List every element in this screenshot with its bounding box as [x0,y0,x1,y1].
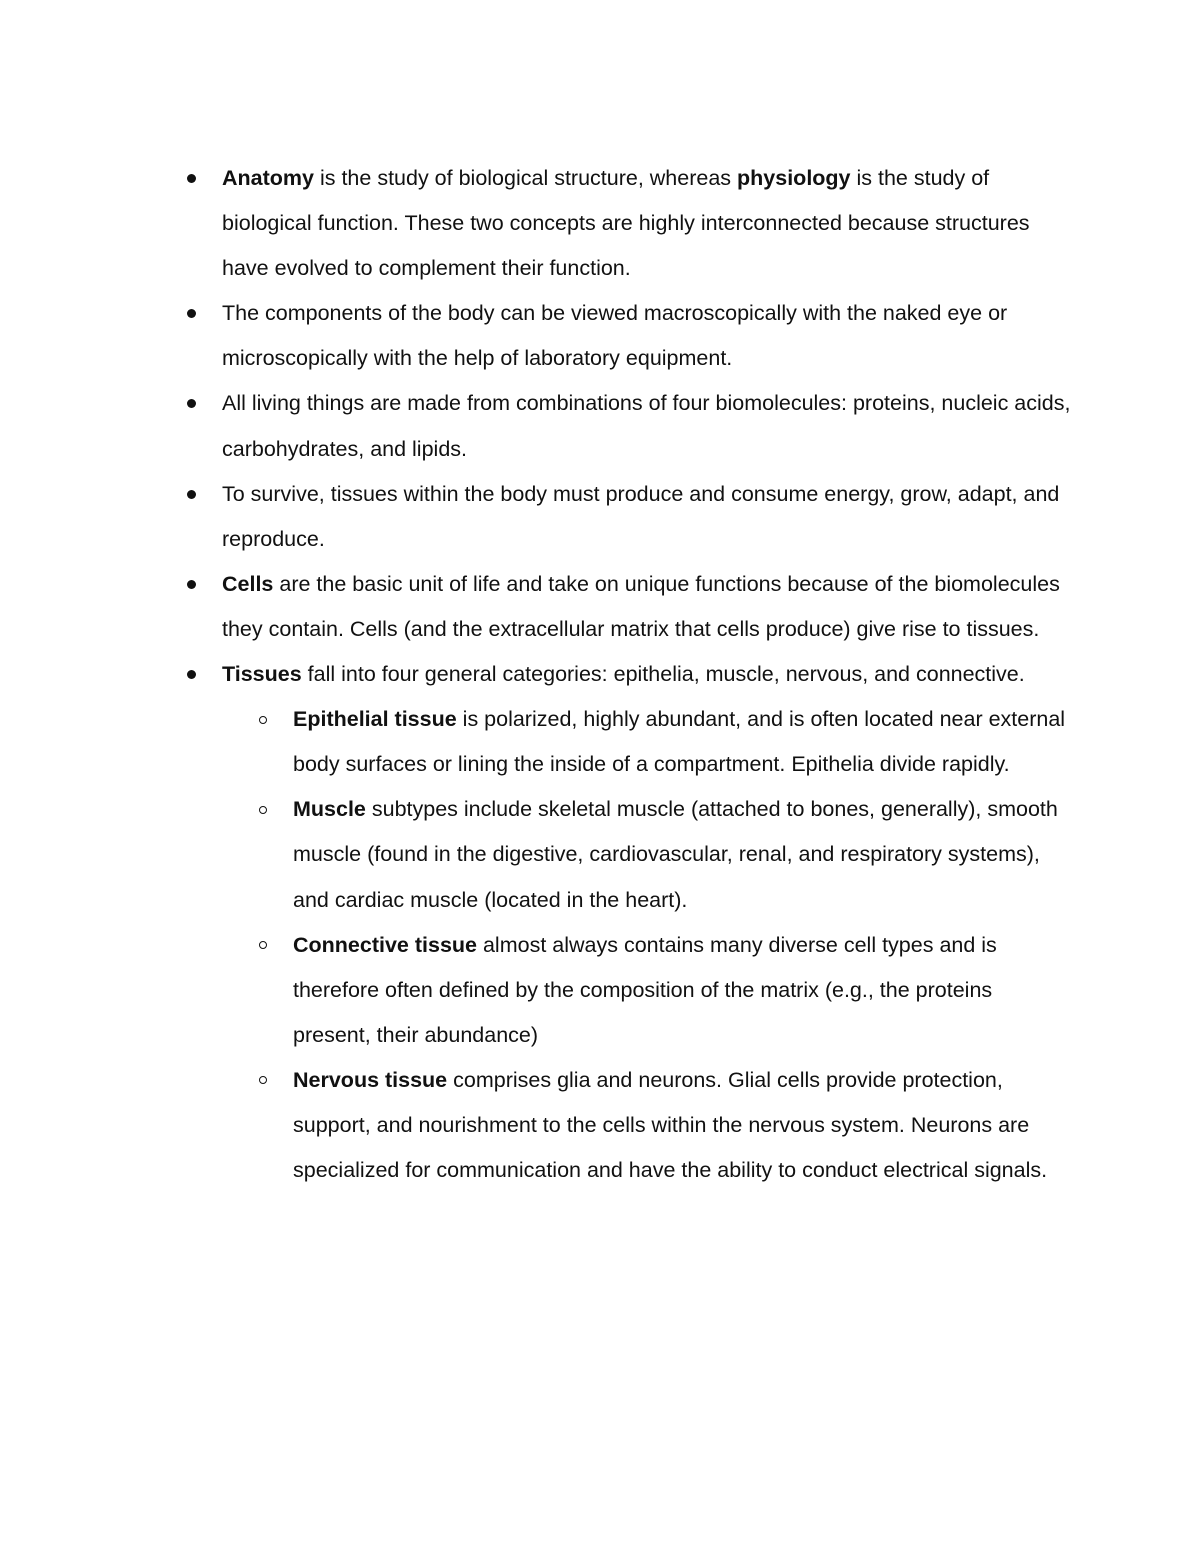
item-text: almost always contains many diverse cell types and is therefore often defined by the composition of the matrix (e.g., the proteins present, their abundance) [293,932,997,1047]
item-text: is the study of biological structure, whereas [313,166,738,190]
item-text: To survive, tissues within the body must produce and consume energy, grow, adapt, and reproduce. [222,481,1060,551]
sub-bullet-item-epithelial [293,697,1072,787]
item-text: are the basic unit of life and take on unique functions because of the biomolecules they contain. Cells (and the extracellular matrix that cells produce) give rise to tissues. [222,571,1060,641]
term-anatomy: Anatomy [222,166,314,190]
hollow-bullet-icon [253,1058,273,1103]
term-connective-tissue: Connective tissue [293,932,477,957]
filled-bullet-icon [181,156,201,201]
bullet-item-survive [222,472,1072,562]
sub-bullet-item-muscle [293,787,1072,922]
filled-bullet-icon [181,381,201,426]
bullet-item-anatomy [222,156,1072,291]
hollow-bullet-icon [253,923,273,968]
item-text: is polarized, highly abundant, and is often located near external body surfaces or lining the inside of a compartment. Epithelia divide rapidly. [293,707,1066,777]
bullet-list [222,156,1072,1193]
filled-bullet-icon [181,652,201,697]
item-text: fall into four general categories: epithelia, muscle, nervous, and connective. [301,662,1025,687]
term-tissues: Tissues [222,662,302,687]
item-text: is the study of biological function. These two concepts are highly interconnected because structures have evolved to complement their function. [222,166,1030,281]
item-text: comprises glia and neurons. Glial cells provide protection, support, and nourishment to the cells within the nervous system. Neurons are specialized for communication and have the ability to conduct electrical signals. [293,1067,1048,1183]
term-nervous-tissue: Nervous tissue [293,1067,448,1092]
term-physiology: physiology [737,166,851,190]
item-text: subtypes include skeletal muscle (attached to bones, generally), smooth muscle (found in the digestive, cardiovascular, renal, and respiratory systems), and cardiac muscle (located in the heart). [293,797,1058,912]
sub-bullet-item-connective [293,923,1072,1058]
item-text: The components of the body can be viewed macroscopically with the naked eye or microscopically with the help of laboratory equipment. [222,301,1008,371]
filled-bullet-icon [181,562,201,607]
bullet-item-tissues [222,652,1072,697]
bullet-item-biomolecules [222,381,1072,471]
term-muscle: Muscle [293,797,366,822]
filled-bullet-icon [181,472,201,517]
filled-bullet-icon [181,291,201,336]
term-cells: Cells [222,571,274,596]
hollow-bullet-icon [253,787,273,832]
bullet-item-components [222,291,1072,381]
item-text: All living things are made from combinations of four biomolecules: proteins, nucleic acids, carbohydrates, and lipids. [222,391,1071,461]
sub-bullet-item-nervous [293,1058,1072,1193]
bullet-item-cells [222,562,1072,652]
hollow-bullet-icon [253,697,273,742]
term-epithelial-tissue: Epithelial tissue [293,707,457,732]
